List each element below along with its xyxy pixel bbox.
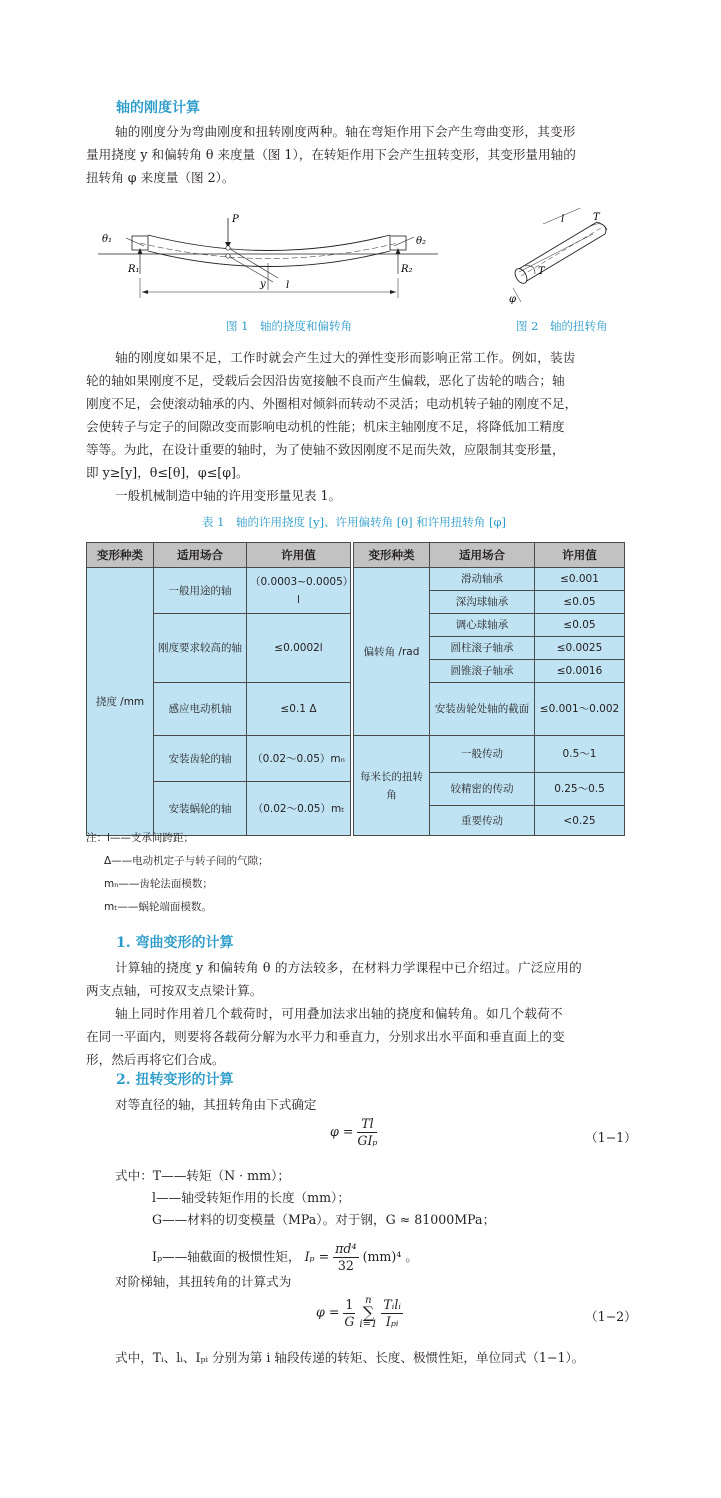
table-cell-value: 0.25～0.5 — [535, 773, 625, 806]
equation-2-denominator: Iₚᵢ — [385, 1313, 399, 1329]
table-cell-use: 一般传动 — [430, 736, 535, 773]
figure-2-torque-arc-2 — [525, 266, 535, 274]
figure-1-gear-line-1 — [230, 249, 278, 278]
definition-polar-moment-lhs: Iₚ = — [304, 1249, 330, 1264]
figure-2-axis — [521, 228, 601, 276]
table-cell-category-angle: 偏转角 /rad — [354, 568, 430, 736]
figure-1-label-theta2: θ₂ — [416, 236, 427, 247]
table-caption: 表 1 轴的许用挠度 [y]、许用偏转角 [θ] 和许用扭转角 [φ] — [202, 515, 506, 529]
table-cell-use: 圆锥滚子轴承 — [430, 660, 535, 683]
para2-line-1: 轴的刚度如果不足，工作时就会产生过大的弹性变形而影响正常工作。例如，装齿 — [115, 350, 576, 365]
para2-line-3: 刚度不足，会使滚动轴承的内、外圈相对倾斜而转动不灵活；电动机转子轴的刚度不足， — [86, 396, 578, 411]
equation-2-sum-lower: i=1 — [359, 1319, 378, 1330]
definition-polar-moment-unit: (mm)⁴ 。 — [362, 1249, 418, 1264]
table-cell-value: 0.5～1 — [535, 736, 625, 773]
equation-1-numerator: Tl — [357, 1116, 377, 1133]
table-cell-value: <0.25 — [535, 806, 625, 836]
equation-2-numerator: Tᵢlᵢ — [383, 1296, 401, 1312]
table-note-3: mₙ——齿轮法面模数； — [104, 878, 213, 890]
equation-2-summation — [359, 1296, 377, 1330]
definition-shear-modulus: G——材料的切变模量（MPa）。对于钢，G ≈ 81000MPa； — [152, 1212, 496, 1227]
figure-2-label-l: l — [561, 214, 565, 225]
table-cell-use: 一般用途的轴 — [154, 568, 247, 614]
table-cell-value: （0.02～0.05）mₙ — [247, 736, 351, 782]
intro-line-2: 量用挠度 y 和偏转角 θ 来度量（图 1），在转矩作用下会产生扭转变形，其变形量用轴的 — [86, 147, 576, 162]
figure-1-gear-line-2 — [230, 257, 273, 282]
table-cell-value: （0.02～0.05）mₜ — [247, 782, 351, 836]
table-header-type-left: 变形种类 — [87, 543, 154, 568]
table-note-2: Δ——电动机定子与转子间的气隙； — [104, 855, 269, 867]
equation-2-coef-denominator: G — [344, 1313, 355, 1329]
equation-2-lhs: φ = — [316, 1304, 340, 1320]
heading-section-1: 1. 弯曲变形的计算 — [116, 935, 234, 951]
figure-2-twist-line — [519, 234, 593, 272]
table-cell-use: 深沟球轴承 — [430, 591, 535, 614]
table-cell-category-torsion: 每米长的扭转角 — [354, 736, 430, 836]
sec2-intro: 对等直径的轴，其扭转角由下式确定 — [115, 1097, 317, 1112]
figure-1-label-r1: R₁ — [128, 264, 140, 275]
table-cell-value: ≤0.1 Δ — [247, 683, 351, 736]
table-header-row — [87, 543, 625, 568]
table-cell-value: ≤0.05 — [535, 591, 625, 614]
table-cell-use: 刚度要求较高的轴 — [154, 614, 247, 683]
sec1-line-4: 在同一平面内，则要将各载荷分解为水平力和垂直力，分别求出水平面和垂直面上的变 — [86, 1029, 565, 1044]
figure-1-span-arrow-right — [390, 290, 396, 294]
equation-2-sum-symbol: ∑ — [362, 1303, 375, 1322]
figure-2-label-t2: T — [538, 266, 545, 277]
deformation-table — [86, 542, 625, 836]
table-cell-use: 感应电动机轴 — [154, 683, 247, 736]
definition-polar-moment-denominator: 32 — [337, 1258, 354, 1273]
definition-length: l——轴受转矩作用的长度（mm）； — [152, 1190, 350, 1205]
equation-2-number: （1−2） — [585, 1309, 637, 1324]
figure-1-deflection-point — [226, 254, 230, 258]
table-cell-use: 滑动轴承 — [430, 568, 535, 591]
table-header-value-left: 许用值 — [247, 543, 351, 568]
figure-2-caption: 图 2 轴的扭转角 — [516, 319, 608, 333]
para2-line-2: 轮的轴如果刚度不足，受载后会因沿齿宽接触不良而产生偏载，恶化了齿轮的啮合；轴 — [86, 373, 565, 388]
table-cell-value: ≤0.001～0.002 — [535, 683, 625, 736]
heading-section-2: 2. 扭转变形的计算 — [116, 1072, 234, 1088]
definition-polar-moment-fraction — [333, 1241, 358, 1274]
table-cell-value: ≤0.0002l — [247, 614, 351, 683]
heading-main: 轴的刚度计算 — [116, 100, 200, 116]
table-cell-value: ≤0.001 — [535, 568, 625, 591]
para2-line-6: 即 y≥[y]，θ≤[θ]，φ≤[φ]。 — [86, 465, 249, 480]
table-cell-use: 安装蜗轮的轴 — [154, 782, 247, 836]
para2-line-5: 等等。为此，在设计重要的轴时，为了使轴不致因刚度不足而失效，应限制其变形量， — [86, 442, 565, 457]
table-cell-use: 安装齿轮的轴 — [154, 736, 247, 782]
definition-polar-moment-text: Iₚ——轴截面的极惯性矩， — [152, 1249, 301, 1264]
table-header-use-right: 适用场合 — [430, 543, 535, 568]
sec1-line-2: 两支点轴，可按双支点梁计算。 — [86, 983, 263, 998]
figure-2-diagram — [505, 208, 615, 308]
para2-line-4: 会使转子与定子的间隙改变而影响电动机的性能；机床主轴刚度不足，将降低加工精度 — [86, 419, 565, 434]
table-cell-use: 较精密的传动 — [430, 773, 535, 806]
equation-2-coef-numerator: 1 — [345, 1296, 354, 1312]
definition-polar-moment-numerator: πd⁴ — [335, 1241, 357, 1256]
table-row — [87, 736, 625, 759]
sec2-final: 式中，Tᵢ、lᵢ、Iₚᵢ 分别为第 i 轴段传递的转矩、长度、极惯性矩，单位同式（1−1）。 — [115, 1350, 585, 1365]
equation-1-lhs: φ = — [330, 1124, 354, 1139]
table-cell-value: （0.0003~0.0005）l — [247, 568, 351, 614]
equation-2 — [316, 1296, 403, 1330]
figure-1-label-y: y — [260, 279, 266, 290]
equation-1-denominator: GIₚ — [357, 1133, 378, 1148]
figure-1-caption: 图 1 轴的挠度和偏转角 — [226, 319, 352, 333]
equation-2-coefficient — [343, 1297, 355, 1330]
table-cell-use: 调心球轴承 — [430, 614, 535, 637]
table-row — [87, 568, 625, 591]
para2-line-7: 一般机械制造中轴的许用变形量见表 1。 — [115, 488, 342, 503]
equation-1-number: （1−1） — [585, 1130, 637, 1145]
table-cell-value: ≤0.0016 — [535, 660, 625, 683]
figure-2-label-t1: T — [593, 212, 600, 223]
figure-1-label-theta1: θ₁ — [102, 234, 113, 245]
table-header-use-left: 适用场合 — [154, 543, 247, 568]
table-header-type-right: 变形种类 — [354, 543, 430, 568]
intro-line-3: 扭转角 φ 来度量（图 2）。 — [86, 170, 235, 185]
equation-1 — [330, 1116, 377, 1149]
table-cell-value: ≤0.0025 — [535, 637, 625, 660]
figure-1-load-point — [226, 246, 230, 250]
table-cell-use: 重要传动 — [430, 806, 535, 836]
table-note-1: 注：l——支承间跨距； — [86, 832, 194, 844]
figure-1-span-arrow-left — [142, 290, 148, 294]
table-cell-use: 圆柱滚子轴承 — [430, 637, 535, 660]
equation-2-sum-upper: n — [365, 1295, 372, 1306]
figure-1-label-r2: R₂ — [401, 264, 413, 275]
sec1-line-3: 轴上同时作用着几个载荷时，可用叠加法求出轴的挠度和偏转角。如几个载荷不 — [115, 1006, 563, 1021]
figure-2-label-phi: φ — [509, 294, 517, 305]
figure-1-right-journal — [390, 236, 406, 250]
sec1-line-5: 形，然后再将它们合成。 — [86, 1052, 225, 1067]
equation-1-fraction — [357, 1116, 377, 1149]
table-cell-category-deflection: 挠度 /mm — [87, 568, 154, 836]
equation-2-fraction — [381, 1297, 403, 1330]
figure-1-shaft-top — [148, 235, 390, 251]
table-header-value-right: 许用值 — [535, 543, 625, 568]
definition-torque: 式中：T——转矩（N · mm）； — [115, 1168, 290, 1183]
table-cell-use: 安装齿轮处轴的截面 — [430, 683, 535, 736]
figure-1-label-l: l — [286, 280, 290, 291]
table-note-4: mₜ——蜗轮端面模数。 — [104, 901, 212, 913]
sec1-line-1: 计算轴的挠度 y 和偏转角 θ 的方法较多，在材料力学课程中已介绍过。广泛应用的 — [115, 960, 582, 975]
figure-1-diagram — [98, 208, 438, 308]
intro-line-1: 轴的刚度分为弯曲刚度和扭转刚度两种。轴在弯矩作用下会产生弯曲变形，其变形 — [115, 124, 576, 139]
table-cell-value: ≤0.05 — [535, 614, 625, 637]
sec2-stepped-shaft: 对阶梯轴，其扭转角的计算式为 — [115, 1274, 292, 1289]
figure-1-label-p: P — [232, 214, 239, 225]
